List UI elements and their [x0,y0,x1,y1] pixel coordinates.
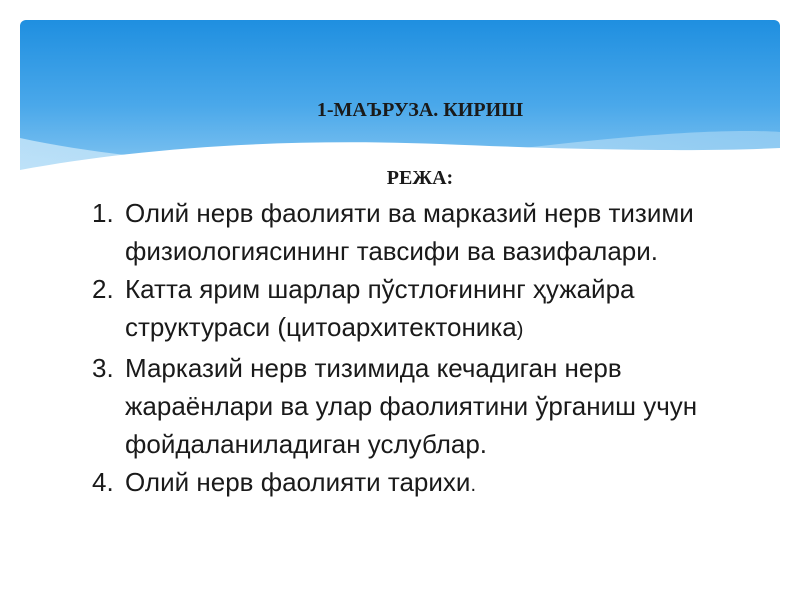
plan-item-text: Катта ярим шарлар пўстлоғининг ҳужайра структураси (цитоархитектоника [125,274,635,342]
plan-item [92,349,762,463]
plan-item-tail: . [470,474,477,496]
plan-item-number: 3. [92,353,114,383]
plan-item-text: Олий нерв фаолияти ва марказий нерв тизими физиологиясининг тавсифи ва вазифалари. [125,198,694,266]
plan-item [92,463,762,504]
plan-item-number: 4. [92,467,114,497]
plan-item-number: 1. [92,198,114,228]
plan-list [92,194,762,504]
plan-heading: РЕЖА: [386,167,454,189]
plan-item-text: Марказий нерв тизимида кечадиган нерв жараёнлари ва улар фаолиятини ўрганиш учун фойдаланиладиган услублар. [125,353,698,459]
plan-item-text: Олий нерв фаолияти тарихи [125,467,471,497]
plan-item [92,270,762,349]
plan-item-tail: ) [516,319,524,341]
lecture-title: 1-МАЪРУЗА. КИРИШ [316,99,524,121]
plan-item [92,194,762,270]
plan-item-number: 2. [92,274,114,304]
